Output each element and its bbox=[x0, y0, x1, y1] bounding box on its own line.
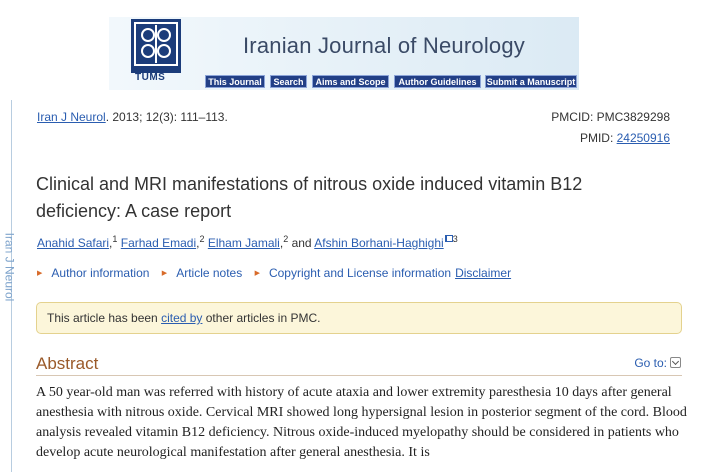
triangle-right-icon: ▶ bbox=[161, 270, 168, 277]
triangle-right-icon: ▶ bbox=[37, 270, 43, 277]
abstract-text: A 50 year-old man was referred with history of acute ataxia and lower extremity paresthesia 10 days after general anesthesia with nitrous oxide. Cervical MRI showed long hypersignal lesion in posterior segment of the cord. Blood analysis revealed vitamin B12 deficiency. Nitrous oxide-induced myelopathy should be considered in patients who develop acute neurological manifestation after general anesthesia. It is bbox=[36, 385, 687, 460]
nav-aims-and-scope[interactable]: Aims and Scope bbox=[312, 75, 389, 88]
disclaimer-link[interactable]: Disclaimer bbox=[455, 266, 512, 280]
author-link[interactable]: Anahid Safari bbox=[37, 236, 110, 250]
citation-line bbox=[37, 110, 228, 124]
cited-suffix: other articles in PMC. bbox=[202, 311, 321, 325]
cited-by-notice bbox=[36, 302, 682, 334]
author-information-link[interactable]: Author information bbox=[51, 266, 150, 280]
affiliation-marker[interactable]: 1 bbox=[112, 234, 118, 244]
abstract-divider bbox=[36, 375, 682, 376]
nav-submit-manuscript[interactable]: Submit a Manuscript bbox=[486, 77, 576, 87]
pmid-label: PMID: bbox=[579, 131, 617, 145]
author-list: Anahid Safari,$^1$ Farhad Emadi,$^2$ Elham Jamali,$^2$ and Afshin Borhani-Haghighi $^3$ bbox=[37, 234, 458, 250]
pmcid: PMCID: PMC3829298 bbox=[551, 110, 670, 124]
nav-search[interactable]: Search bbox=[270, 75, 307, 88]
goto-label[interactable]: Go to: bbox=[634, 356, 667, 370]
article-title: Clinical and MRI manifestations of nitrous oxide induced vitamin B12 deficiency: A case report bbox=[36, 174, 583, 221]
logo-text: TUMS bbox=[135, 72, 166, 83]
pmid bbox=[580, 131, 670, 145]
abstract-heading: Abstract bbox=[36, 354, 99, 373]
chevron-down-icon[interactable] bbox=[670, 357, 681, 368]
mail-icon[interactable] bbox=[445, 235, 453, 242]
pmid-link[interactable]: 24250916 bbox=[616, 131, 670, 145]
author-link[interactable]: Afshin Borhani-Haghighi bbox=[314, 236, 444, 250]
copyright-link[interactable]: Copyright and License information bbox=[268, 266, 452, 280]
nav-this-journal[interactable]: This Journal bbox=[205, 75, 265, 88]
journal-title: Iranian Journal of Neurology bbox=[243, 33, 525, 58]
author-link[interactable]: Elham Jamali bbox=[207, 236, 280, 250]
cited-by-link[interactable]: cited by bbox=[161, 311, 203, 325]
cited-prefix: This article has been bbox=[47, 311, 162, 325]
citation-details: . 2013; 12(3): 111–113. bbox=[105, 110, 228, 124]
journal-banner bbox=[109, 17, 579, 90]
affiliation-marker[interactable]: 2 bbox=[283, 234, 289, 244]
goto-menu[interactable] bbox=[634, 356, 681, 370]
nav-author-guidelines[interactable]: Author Guidelines bbox=[394, 75, 481, 88]
side-journal-label[interactable]: Iran J Neurol bbox=[2, 232, 17, 302]
and-text: and bbox=[291, 236, 312, 250]
logo-icon[interactable] bbox=[131, 19, 181, 73]
article-info-links bbox=[37, 266, 511, 280]
author-link[interactable]: Farhad Emadi bbox=[120, 236, 197, 250]
article-notes-link[interactable]: Article notes bbox=[176, 266, 243, 280]
triangle-right-icon: ▶ bbox=[254, 270, 260, 277]
affiliation-marker[interactable]: 3 bbox=[452, 234, 458, 244]
affiliation-marker[interactable]: 2 bbox=[199, 234, 205, 244]
journal-link[interactable]: Iran J Neurol bbox=[37, 110, 106, 124]
